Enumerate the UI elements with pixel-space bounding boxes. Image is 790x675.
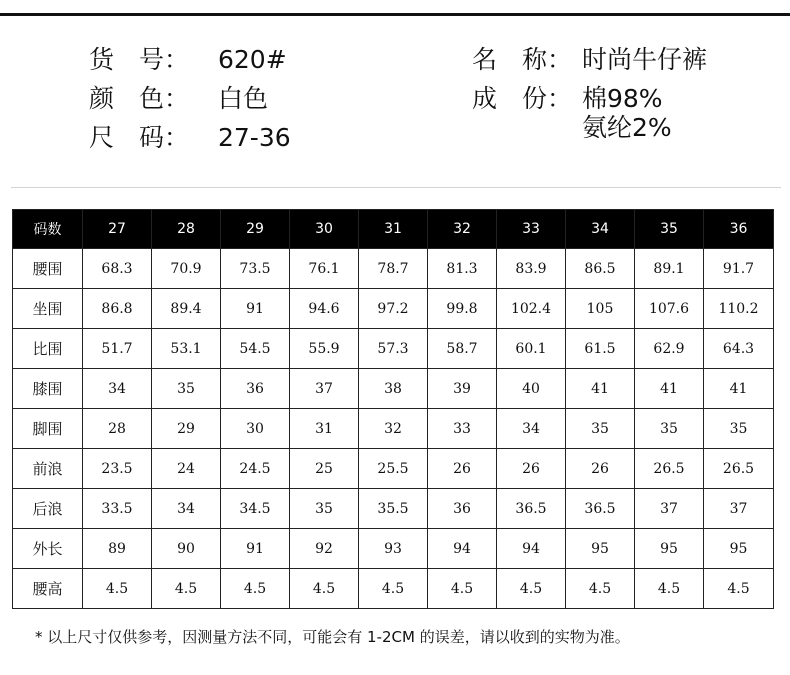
size-header-row xyxy=(13,210,774,249)
table-cell: 78.7 xyxy=(359,249,428,289)
table-cell: 94.6 xyxy=(290,289,359,329)
table-cell: 61.5 xyxy=(566,329,635,369)
table-cell: 91.7 xyxy=(704,249,774,289)
row-label: 前浪 xyxy=(13,449,83,489)
color-value: 白色 xyxy=(218,84,269,113)
header-label-cell: 码数 xyxy=(13,210,83,249)
size-header-cell: 31 xyxy=(359,210,428,249)
table-cell: 94 xyxy=(497,529,566,569)
table-cell: 95 xyxy=(704,529,774,569)
table-cell: 31 xyxy=(290,409,359,449)
table-cell: 29 xyxy=(152,409,221,449)
table-cell: 36.5 xyxy=(566,489,635,529)
table-cell: 89.4 xyxy=(152,289,221,329)
size-chart-table xyxy=(12,209,774,609)
table-cell: 35.5 xyxy=(359,489,428,529)
table-cell: 68.3 xyxy=(83,249,152,289)
table-cell: 24 xyxy=(152,449,221,489)
row-label: 膝围 xyxy=(13,369,83,409)
size-header-cell: 30 xyxy=(290,210,359,249)
table-cell: 4.5 xyxy=(566,569,635,609)
table-cell: 34 xyxy=(497,409,566,449)
table-cell: 36 xyxy=(428,489,497,529)
code-label: 货 号： xyxy=(89,45,190,74)
table-cell: 35 xyxy=(566,409,635,449)
table-cell: 35 xyxy=(704,409,774,449)
table-cell: 35 xyxy=(635,409,704,449)
section-divider xyxy=(11,187,781,188)
material-spandex: 氨纶2% xyxy=(582,113,672,142)
size-header-cell: 36 xyxy=(704,210,774,249)
table-cell: 34.5 xyxy=(221,489,290,529)
table-cell: 4.5 xyxy=(497,569,566,609)
table-cell: 36 xyxy=(221,369,290,409)
table-cell: 102.4 xyxy=(497,289,566,329)
size-header-cell: 34 xyxy=(566,210,635,249)
row-label: 腰高 xyxy=(13,569,83,609)
table-cell: 4.5 xyxy=(152,569,221,609)
table-cell: 4.5 xyxy=(635,569,704,609)
table-cell: 37 xyxy=(290,369,359,409)
table-cell: 4.5 xyxy=(428,569,497,609)
table-cell: 4.5 xyxy=(290,569,359,609)
table-cell: 36.5 xyxy=(497,489,566,529)
row-label: 坐围 xyxy=(13,289,83,329)
table-cell: 41 xyxy=(704,369,774,409)
table-cell: 73.5 xyxy=(221,249,290,289)
size-header-cell: 27 xyxy=(83,210,152,249)
table-cell: 4.5 xyxy=(704,569,774,609)
table-cell: 53.1 xyxy=(152,329,221,369)
table-cell: 86.5 xyxy=(566,249,635,289)
table-row-back-rise xyxy=(13,489,774,529)
table-row-waistband-height xyxy=(13,569,774,609)
table-cell: 26.5 xyxy=(635,449,704,489)
table-cell: 93 xyxy=(359,529,428,569)
table-cell: 83.9 xyxy=(497,249,566,289)
row-label: 后浪 xyxy=(13,489,83,529)
name-label: 名 称： xyxy=(472,45,573,74)
table-cell: 89 xyxy=(83,529,152,569)
material-cotton: 棉98% xyxy=(582,84,663,113)
row-label: 腰围 xyxy=(13,249,83,289)
size-range-value: 27-36 xyxy=(218,123,291,152)
table-cell: 55.9 xyxy=(290,329,359,369)
table-cell: 97.2 xyxy=(359,289,428,329)
table-cell: 107.6 xyxy=(635,289,704,329)
table-cell: 39 xyxy=(428,369,497,409)
table-cell: 105 xyxy=(566,289,635,329)
measurement-disclaimer: * 以上尺寸仅供参考，因测量方法不同，可能会有 1-2CM 的误差，请以收到的实物为准。 xyxy=(35,628,630,646)
table-cell: 35 xyxy=(152,369,221,409)
table-cell: 60.1 xyxy=(497,329,566,369)
table-cell: 95 xyxy=(635,529,704,569)
table-cell: 99.8 xyxy=(428,289,497,329)
table-cell: 24.5 xyxy=(221,449,290,489)
table-cell: 41 xyxy=(566,369,635,409)
table-cell: 35 xyxy=(290,489,359,529)
table-cell: 70.9 xyxy=(152,249,221,289)
size-header-cell: 28 xyxy=(152,210,221,249)
table-cell: 86.8 xyxy=(83,289,152,329)
top-divider xyxy=(0,13,790,16)
table-cell: 81.3 xyxy=(428,249,497,289)
table-cell: 76.1 xyxy=(290,249,359,289)
size-header-cell: 35 xyxy=(635,210,704,249)
table-row-outseam xyxy=(13,529,774,569)
table-cell: 38 xyxy=(359,369,428,409)
table-cell: 34 xyxy=(83,369,152,409)
table-cell: 30 xyxy=(221,409,290,449)
table-row-hip xyxy=(13,289,774,329)
code-value: 620# xyxy=(218,45,287,74)
table-row-waist xyxy=(13,249,774,289)
table-cell: 92 xyxy=(290,529,359,569)
table-cell: 62.9 xyxy=(635,329,704,369)
table-cell: 94 xyxy=(428,529,497,569)
table-cell: 41 xyxy=(635,369,704,409)
table-cell: 54.5 xyxy=(221,329,290,369)
table-cell: 37 xyxy=(635,489,704,529)
table-cell: 23.5 xyxy=(83,449,152,489)
table-cell: 37 xyxy=(704,489,774,529)
table-row-thigh xyxy=(13,329,774,369)
table-cell: 26 xyxy=(497,449,566,489)
row-label: 脚围 xyxy=(13,409,83,449)
size-header-cell: 33 xyxy=(497,210,566,249)
color-label: 颜 色： xyxy=(89,84,190,113)
table-cell: 4.5 xyxy=(221,569,290,609)
size-range-label: 尺 码： xyxy=(89,123,190,152)
table-cell: 95 xyxy=(566,529,635,569)
table-row-front-rise xyxy=(13,449,774,489)
table-cell: 33 xyxy=(428,409,497,449)
table-cell: 28 xyxy=(83,409,152,449)
table-row-leg-opening xyxy=(13,409,774,449)
material-label: 成 份： xyxy=(472,84,573,113)
table-cell: 51.7 xyxy=(83,329,152,369)
table-cell: 32 xyxy=(359,409,428,449)
table-cell: 26 xyxy=(566,449,635,489)
table-cell: 4.5 xyxy=(359,569,428,609)
table-cell: 64.3 xyxy=(704,329,774,369)
table-cell: 91 xyxy=(221,529,290,569)
table-cell: 25.5 xyxy=(359,449,428,489)
table-cell: 89.1 xyxy=(635,249,704,289)
table-cell: 58.7 xyxy=(428,329,497,369)
table-cell: 26.5 xyxy=(704,449,774,489)
table-cell: 26 xyxy=(428,449,497,489)
table-cell: 4.5 xyxy=(83,569,152,609)
row-label: 外长 xyxy=(13,529,83,569)
table-cell: 25 xyxy=(290,449,359,489)
table-cell: 90 xyxy=(152,529,221,569)
table-cell: 33.5 xyxy=(83,489,152,529)
name-value: 时尚牛仔裤 xyxy=(582,45,708,74)
table-row-knee xyxy=(13,369,774,409)
size-header-cell: 29 xyxy=(221,210,290,249)
table-cell: 91 xyxy=(221,289,290,329)
table-cell: 57.3 xyxy=(359,329,428,369)
row-label: 比围 xyxy=(13,329,83,369)
table-cell: 110.2 xyxy=(704,289,774,329)
table-cell: 34 xyxy=(152,489,221,529)
size-header-cell: 32 xyxy=(428,210,497,249)
table-cell: 40 xyxy=(497,369,566,409)
